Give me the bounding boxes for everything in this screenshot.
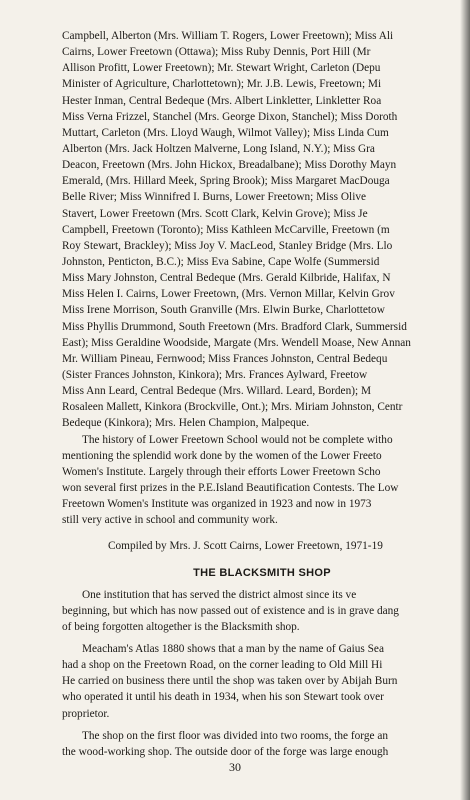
text-line: The history of Lower Freetown School would not be complete witho <box>82 433 393 446</box>
text-line: Johnston, Penticton, B.C.); Miss Eva Sabine, Cape Wolfe (Summersid <box>62 255 380 268</box>
text-line: Freetown Women's Institute was organized in 1923 and now in 1973 <box>62 498 372 511</box>
text-line: mentioning the splendid work done by the women of the Lower Freeto <box>62 449 382 462</box>
text-line: Miss Verna Frizzel, Stanchel (Mrs. George Dixon, Stanchel); Miss Doroth <box>62 110 398 123</box>
text-line: proprietor. <box>62 707 110 720</box>
text-line: of being forgotten altogether is the Blacksmith shop. <box>62 620 300 633</box>
section-heading: THE BLACKSMITH SHOP <box>193 566 331 579</box>
text-line: Women's Institute. Largely through their efforts Lower Freetown Scho <box>62 465 381 478</box>
text-line: won several first prizes in the P.E.Island Beautification Contests. The Low <box>62 481 399 494</box>
text-line: beginning, but which has now passed out of existence and is in grave dang <box>62 604 399 617</box>
text-line: the wood-working shop. The outside door of the forge was large enough <box>62 745 389 758</box>
compiled-by-line: Compiled by Mrs. J. Scott Cairns, Lower Freetown, 1971-19 <box>108 540 383 553</box>
text-line: Miss Mary Johnston, Central Bedeque (Mrs. Gerald Kilbride, Halifax, N <box>62 272 391 285</box>
text-line: East); Miss Geraldine Woodside, Margate (Mrs. Wendell Moase, New Annan <box>62 336 411 349</box>
text-line: Miss Irene Morrison, South Granville (Mrs. Elwin Burke, Charlottetow <box>62 304 385 317</box>
text-line: The shop on the first floor was divided into two rooms, the forge an <box>82 729 389 742</box>
paragraph-womens-institute <box>62 432 462 529</box>
text-line: Campbell, Alberton (Mrs. William T. Rogers, Lower Freetown); Miss Ali <box>62 30 394 42</box>
text-line: Roy Stewart, Brackley); Miss Joy V. MacLeod, Stanley Bridge (Mrs. Llo <box>62 239 393 252</box>
text-line: Campbell, Freetown (Toronto); Miss Kathleen McCarville, Freetown (m <box>62 223 390 236</box>
paragraph-meacham-atlas <box>62 641 462 722</box>
text-line: Allison Profitt, Lower Freetown); Mr. Stewart Wright, Carleton (Depu <box>62 62 381 75</box>
text-line: Meacham's Atlas 1880 shows that a man by the name of Gaius Sea <box>82 643 384 656</box>
text-line: Miss Ann Leard, Central Bedeque (Mrs. Willard. Leard, Borden); M <box>62 385 371 398</box>
text-line: Alberton (Mrs. Jack Holtzen Malverne, Long Island, N.Y.); Miss Gra <box>62 142 375 155</box>
text-line: Deacon, Freetown (Mrs. John Hickox, Breadalbane); Miss Dorothy Mayn <box>62 159 397 172</box>
page-number: 30 <box>229 760 241 774</box>
text-line: Hester Inman, Central Bedeque (Mrs. Albert Linkletter, Linkletter Roa <box>62 94 382 107</box>
text-line: Emerald, (Mrs. Hillard Meek, Spring Brook); Miss Margaret MacDouga <box>62 175 390 188</box>
text-line: Muttart, Carleton (Mrs. Lloyd Waugh, Wilmot Valley); Miss Linda Cum <box>62 126 389 139</box>
paragraph-blacksmith-intro <box>62 587 462 635</box>
page-text <box>62 28 462 760</box>
text-line: still very active in school and community work. <box>62 514 278 527</box>
text-line: He carried on business there until the shop was taken over by Abijah Burn <box>62 675 398 688</box>
text-line: who operated it until his death in 1934, when his son Stewart took over <box>62 691 384 704</box>
text-line: Cairns, Lower Freetown (Ottawa); Miss Ruby Dennis, Port Hill (Mr <box>62 46 371 59</box>
text-line: had a shop on the Freetown Road, on the corner leading to Old Mill Hi <box>62 659 383 672</box>
page-edge-shadow <box>460 0 470 800</box>
text-line: Minister of Agriculture, Charlottetown); Mr. J.B. Lewis, Freetown; Mi <box>62 78 382 91</box>
text-line: Miss Phyllis Drummond, South Freetown (Mrs. Bradford Clark, Summersid <box>62 320 407 333</box>
text-line: (Sister Frances Johnston, Kinkora); Mrs. Frances Aylward, Freetow <box>62 368 368 381</box>
paragraph-names-list <box>62 28 462 432</box>
text-line: Mr. William Pineau, Fernwood; Miss Frances Johnston, Central Bedequ <box>62 352 388 365</box>
text-line: Belle River; Miss Winnifred I. Burns, Lower Freetown; Miss Olive <box>62 191 367 204</box>
text-line: Stavert, Lower Freetown (Mrs. Scott Clark, Kelvin Grove); Miss Je <box>62 207 368 220</box>
paragraph-shop-rooms <box>62 728 462 760</box>
text-line: Miss Helen I. Cairns, Lower Freetown, (Mrs. Vernon Millar, Kelvin Grov <box>62 288 395 301</box>
text-line: Rosaleen Mallett, Kinkora (Brockville, Ont.); Mrs. Miriam Johnston, Centr <box>62 401 403 414</box>
text-line: Bedeque (Kinkora); Mrs. Helen Champion, Malpeque. <box>62 417 310 430</box>
text-line: One institution that has served the district almost since its ve <box>82 588 357 601</box>
